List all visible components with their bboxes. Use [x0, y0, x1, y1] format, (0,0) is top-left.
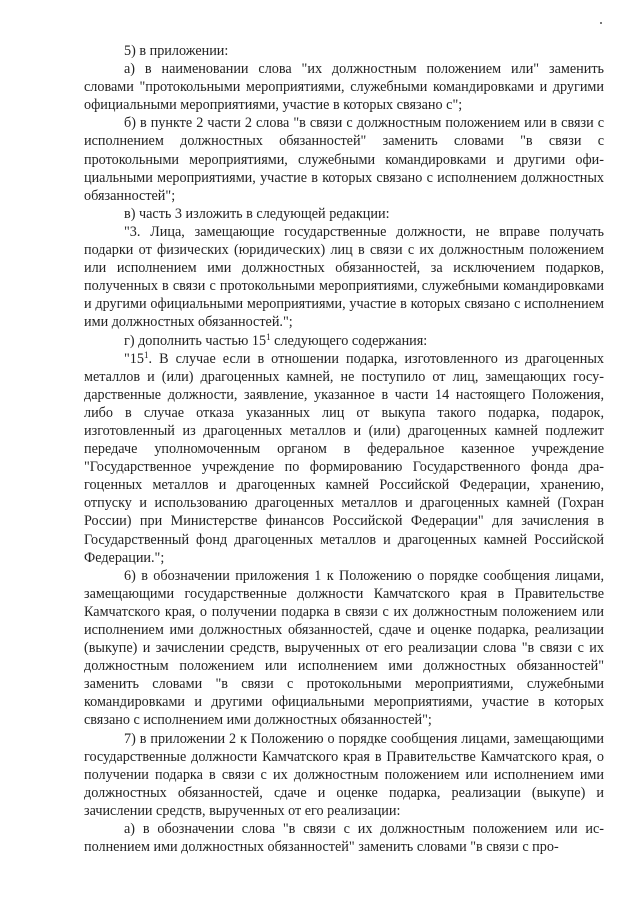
- paragraph-item-6: 6) в обозначении приложения 1 к Положению о порядке сообщения лицами, замещающими государственные должности Камчатского края в Правительстве Камчатского края, о получении подарка в связи с их должностным положением или исполнением ими должностных обязанностей, сдаче и оценке подарка, реализации (выкупе) и зачислении средств, вырученных от его реализации слова "в связи с их должностным положением или исполнением ими должностных обязанностей" заменить словами "в связи с протокольными мероприятиями, служебными командировками и другими официальными мероприятиями, участие в которых связано с исполнением ими должностных обязанностей";: [84, 567, 604, 729]
- paragraph-subitem-v: в) часть 3 изложить в следующей редакции:: [124, 205, 390, 222]
- paragraph-item-7: 7) в приложении 2 к Положению о порядке сообщения лицами, замещающими государственные должности Камчатского края в Правительстве Камчатского края, о получении подарка в связи с их должностным положением или исполнением ими должностных обязанностей, сдаче и оценке подарка, реализации (выкупе) и зачислении средств, вырученных от его реализации:: [84, 730, 604, 819]
- paragraph-part-15-1-body: . В случае если в отношении подарка, изготовленного из драгоценных металлов и (или) драгоценных камней, не поступило от лиц, замещающих государственные должности, заявление, указанное в части 14 настоящего Положения, либо в случае отказа указанных лиц от выкупа такого подарка, подарок, изготовленный из драгоценных металлов и (или) драгоценных камней подлежит передаче уполномоченным органом в федеральное казенное учреждение "Государственное учреждение по формированию Государственного фонда драгоценных металлов и драгоценных камней Российской Федерации, хранению, отпуску и использованию драгоценных металлов и драгоценных камней (Гохран России) при Министерстве финансов Российской Федерации" для зачисления в Государственный фонд драгоценных металлов и драгоценных камней Российской Федерации.";: [84, 350, 604, 566]
- superscript-one: 1: [266, 331, 271, 342]
- paragraph-subitem-g-start: г) дополнить частью 15: [124, 332, 267, 349]
- paragraph-subitem-g: [84, 332, 604, 350]
- superscript-one: 1: [143, 349, 149, 360]
- document-page: [84, 42, 604, 856]
- paragraph-subitem-a: а) в наименовании слова "их должностным положением или" заменить словами "протокольными мероприятиями, служебными командировками и другими официальными мероприятиями, участие в которых связано с";: [84, 61, 604, 114]
- paragraph-subitem-b: б) в пункте 2 части 2 слова "в связи с должностным положением или в связи с исполнением должностных обязанностей" заменить словами "в связи с протокольными мероприятиями, служебными командировками и другими официальными мероприятиями, участие в которых связано с исполнением должностных обязанностей";: [84, 115, 604, 204]
- scan-speck: [600, 22, 602, 24]
- paragraph-item-5: 5) в приложении:: [124, 43, 229, 59]
- paragraph-part-15-1-start: "15: [124, 350, 144, 367]
- paragraph-subitem-g-end: следующего содержания:: [270, 332, 428, 349]
- paragraph-item-7-subitem-a: а) в обозначении слова "в связи с их должностным положением или исполнением ими должностных обязанностей" заменить словами "в связи с про-: [84, 821, 604, 856]
- paragraph-part-3-text: "3. Лица, замещающие государственные должности, не вправе получать подарки от физических (юридических) лиц в связи с их должностным положением или исполнением ими должностных обязанностей, за исключением подарков, полученных в связи с протокольными мероприятиями, служебными командировками и другими официальными мероприятиями, участие в которых связано с исполнением ими должностных обязанностей.";: [84, 223, 604, 331]
- paragraph-part-15-1-text: [84, 350, 604, 567]
